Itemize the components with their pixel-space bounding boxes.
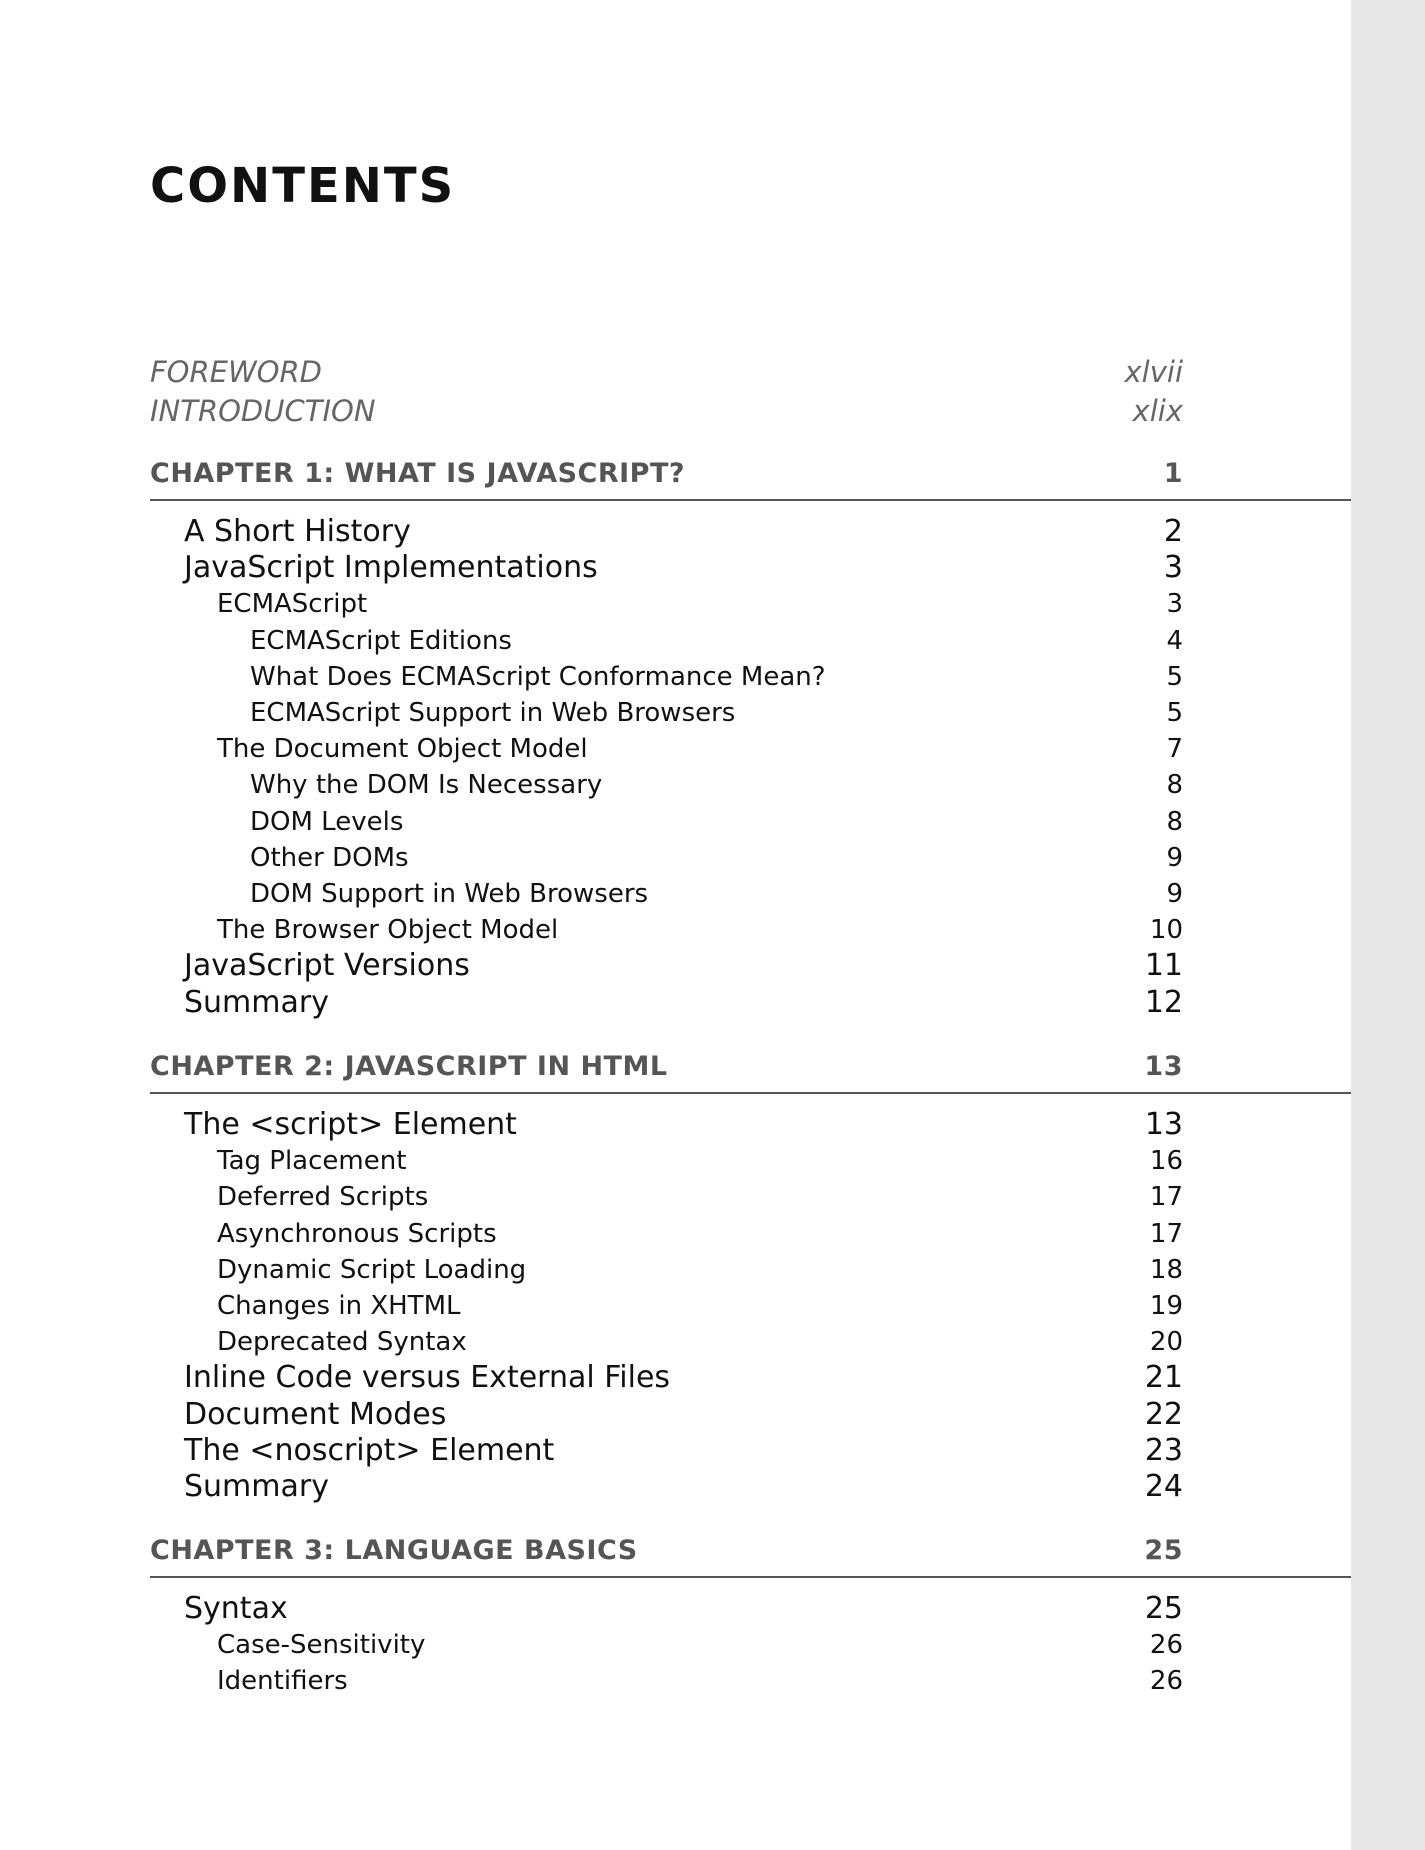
toc-entry-title: Case-Sensitivity: [217, 1630, 426, 1660]
toc-subsubsection-entry[interactable]: [0, 770, 1351, 801]
toc-subsection-entry[interactable]: [0, 1182, 1351, 1213]
front-matter-entry[interactable]: [0, 394, 1351, 429]
toc-subsubsection-entry[interactable]: [0, 698, 1351, 729]
chapter-divider: [150, 1092, 1351, 1094]
chapter-divider: [150, 499, 1351, 501]
toc-section-entry[interactable]: [0, 550, 1351, 586]
toc-entry-page-number: 17: [1149, 1182, 1183, 1212]
toc-entry-title: Inline Code versus External Files: [184, 1360, 671, 1395]
toc-subsection-entry[interactable]: [0, 1291, 1351, 1322]
toc-entry-page-number: 4: [1166, 626, 1183, 656]
toc-section-entry[interactable]: [0, 1433, 1351, 1469]
toc-section-entry[interactable]: [0, 1397, 1351, 1433]
toc-entry-page-number: 1: [1163, 458, 1183, 489]
toc-entry-title: Identifiers: [217, 1666, 348, 1696]
toc-entry-page-number: 11: [1144, 948, 1183, 983]
toc-entry-title: Dynamic Script Loading: [217, 1255, 527, 1285]
toc-entry-page-number: 26: [1149, 1666, 1183, 1696]
toc-subsection-entry[interactable]: [0, 1327, 1351, 1358]
toc-subsubsection-entry[interactable]: [0, 626, 1351, 657]
toc-entry-title: DOM Support in Web Browsers: [250, 879, 649, 909]
toc-entry-title: The <script> Element: [184, 1107, 517, 1142]
toc-entry-page-number: xlix: [1132, 394, 1183, 428]
toc-entry-page-number: 17: [1149, 1219, 1183, 1249]
toc-subsection-entry[interactable]: [0, 1630, 1351, 1661]
toc-subsubsection-entry[interactable]: [0, 807, 1351, 838]
toc-section-entry[interactable]: [0, 1469, 1351, 1505]
toc-entry-page-number: 9: [1166, 843, 1183, 873]
toc-entry-title: CHAPTER 1: WHAT IS JAVASCRIPT?: [150, 458, 686, 489]
toc-entry-page-number: 22: [1144, 1397, 1183, 1432]
front-matter-entry[interactable]: [0, 355, 1351, 390]
toc-entry-page-number: xlvii: [1124, 355, 1183, 389]
toc-entry-title: Why the DOM Is Necessary: [250, 770, 603, 800]
toc-entry-page-number: 21: [1144, 1360, 1183, 1395]
toc-entry-title: Other DOMs: [250, 843, 409, 873]
toc-subsection-entry[interactable]: [0, 1666, 1351, 1697]
toc-entry-title: CHAPTER 2: JAVASCRIPT IN HTML: [150, 1051, 668, 1082]
toc-entry-title: FOREWORD: [150, 355, 322, 389]
toc-entry-title: Deferred Scripts: [217, 1182, 429, 1212]
toc-entry-title: JavaScript Implementations: [184, 550, 598, 585]
toc-entry-title: Summary: [184, 1469, 329, 1504]
toc-entry-title: INTRODUCTION: [150, 394, 376, 428]
toc-entry-page-number: 2: [1163, 514, 1183, 549]
toc-subsection-entry[interactable]: [0, 1255, 1351, 1286]
chapter-heading[interactable]: [0, 458, 1351, 490]
toc-entry-title: The Document Object Model: [217, 734, 588, 764]
chapter-heading[interactable]: [0, 1051, 1351, 1083]
toc-entry-page-number: 18: [1149, 1255, 1183, 1285]
toc-entry-title: Changes in XHTML: [217, 1291, 461, 1321]
toc-section-entry[interactable]: [0, 1360, 1351, 1396]
toc-section-entry[interactable]: [0, 985, 1351, 1021]
toc-entry-title: A Short History: [184, 514, 411, 549]
toc-subsection-entry[interactable]: [0, 1146, 1351, 1177]
page-title: CONTENTS: [150, 158, 456, 214]
toc-entry-page-number: 8: [1166, 807, 1183, 837]
toc-entry-title: Summary: [184, 985, 329, 1020]
toc-entry-page-number: 13: [1144, 1107, 1183, 1142]
toc-entry-page-number: 10: [1149, 915, 1183, 945]
toc-subsubsection-entry[interactable]: [0, 843, 1351, 874]
toc-subsection-entry[interactable]: [0, 1219, 1351, 1250]
toc-subsection-entry[interactable]: [0, 734, 1351, 765]
toc-section-entry[interactable]: [0, 1107, 1351, 1143]
toc-entry-page-number: 3: [1163, 550, 1183, 585]
toc-entry-title: The Browser Object Model: [217, 915, 559, 945]
toc-entry-title: ECMAScript Support in Web Browsers: [250, 698, 736, 728]
toc-subsection-entry[interactable]: [0, 915, 1351, 946]
toc-entry-title: DOM Levels: [250, 807, 404, 837]
toc-entry-title: ECMAScript: [217, 589, 368, 619]
toc-entry-title: The <noscript> Element: [184, 1433, 555, 1468]
toc-entry-title: Document Modes: [184, 1397, 447, 1432]
toc-entry-page-number: 16: [1149, 1146, 1183, 1176]
toc-entry-page-number: 9: [1166, 879, 1183, 909]
toc-entry-page-number: 26: [1149, 1630, 1183, 1660]
toc-entry-page-number: 5: [1166, 698, 1183, 728]
toc-entry-title: ECMAScript Editions: [250, 626, 512, 656]
toc-entry-title: Syntax: [184, 1591, 288, 1626]
toc-entry-page-number: 7: [1166, 734, 1183, 764]
toc-entry-page-number: 20: [1149, 1327, 1183, 1357]
toc-entry-page-number: 12: [1144, 985, 1183, 1020]
toc-subsubsection-entry[interactable]: [0, 662, 1351, 693]
toc-section-entry[interactable]: [0, 1591, 1351, 1627]
toc-entry-title: Deprecated Syntax: [217, 1327, 467, 1357]
toc-entry-page-number: 19: [1149, 1291, 1183, 1321]
toc-subsection-entry[interactable]: [0, 589, 1351, 620]
toc-entry-page-number: 25: [1144, 1591, 1183, 1626]
toc-entry-page-number: 25: [1144, 1535, 1183, 1566]
chapter-heading[interactable]: [0, 1535, 1351, 1567]
toc-entry-page-number: 8: [1166, 770, 1183, 800]
toc-entry-title: CHAPTER 3: LANGUAGE BASICS: [150, 1535, 638, 1566]
toc-entry-title: JavaScript Versions: [184, 948, 470, 983]
toc-entry-page-number: 23: [1144, 1433, 1183, 1468]
page-gutter: [1351, 0, 1425, 1850]
toc-entry-page-number: 13: [1144, 1051, 1183, 1082]
toc-section-entry[interactable]: [0, 514, 1351, 550]
toc-entry-title: Tag Placement: [217, 1146, 407, 1176]
toc-entry-page-number: 5: [1166, 662, 1183, 692]
toc-entry-title: What Does ECMAScript Conformance Mean?: [250, 662, 826, 692]
toc-entry-title: Asynchronous Scripts: [217, 1219, 497, 1249]
toc-subsubsection-entry[interactable]: [0, 879, 1351, 910]
chapter-divider: [150, 1576, 1351, 1578]
toc-entry-page-number: 24: [1144, 1469, 1183, 1504]
toc-entry-page-number: 3: [1166, 589, 1183, 619]
toc-section-entry[interactable]: [0, 948, 1351, 984]
